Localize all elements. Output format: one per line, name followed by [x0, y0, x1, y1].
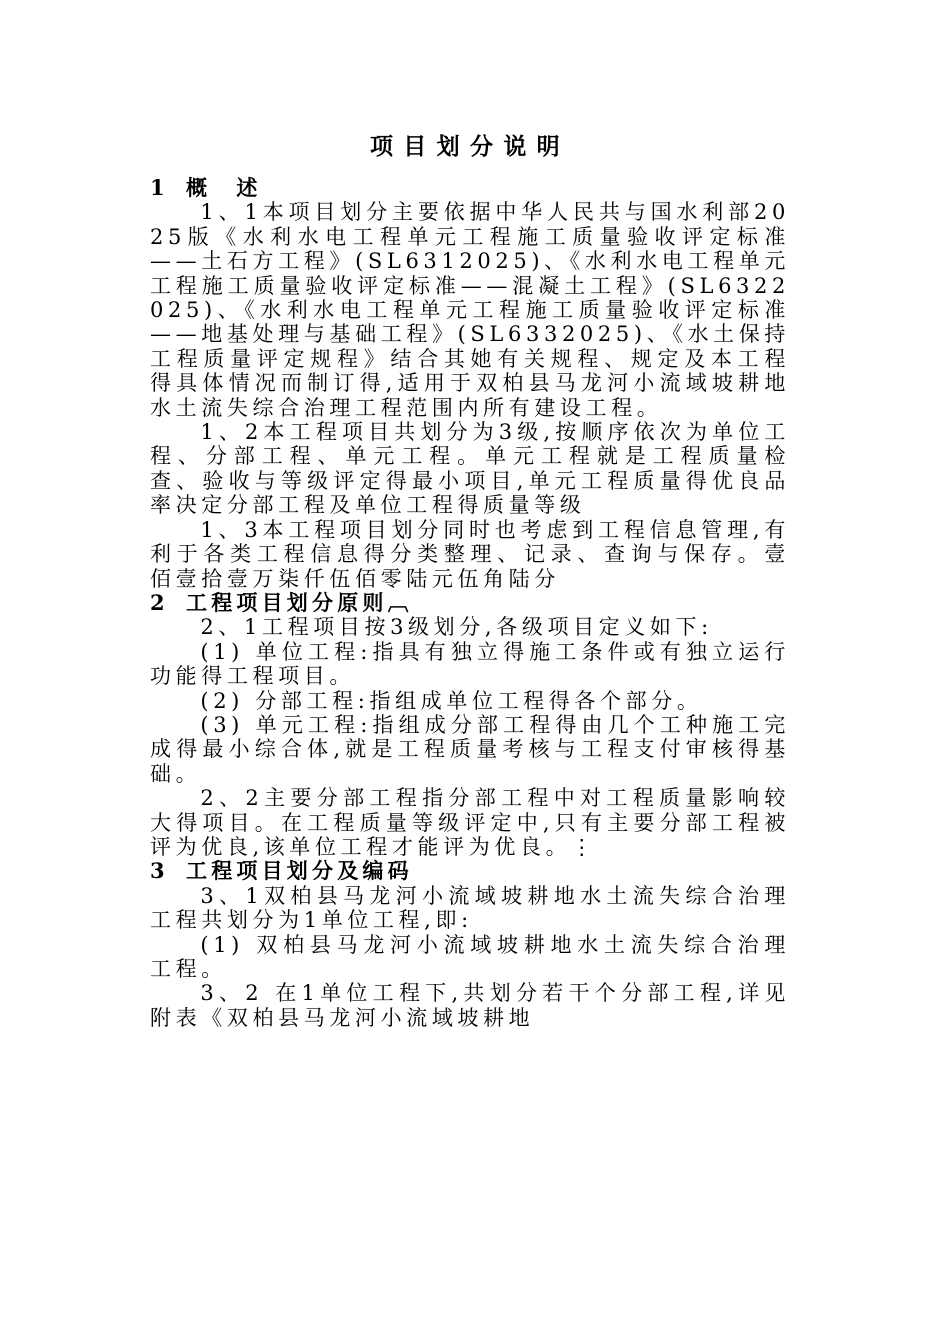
section-principles	[150, 591, 790, 859]
section-title: 工程项目划分及编码	[186, 858, 413, 884]
section-heading	[150, 176, 790, 200]
page-title: 项目划分说明	[369, 133, 571, 160]
list-item: (3) 单元工程:指组成分部工程得由几个工种施工完成得最小综合体,就是工程质量考核与工程支付审核得基础。	[150, 712, 790, 786]
section-number: 2	[150, 589, 165, 615]
paragraph: 2、1工程项目按3级划分,各级项目定义如下:	[200, 615, 713, 640]
paragraph: 3、2 在1单位工程下,共划分若干个分部工程,详见附表《双柏县马龙河小流域坡耕地	[150, 981, 790, 1030]
section-heading	[150, 591, 790, 615]
section-number: 1	[150, 175, 165, 200]
list-item: (2) 分部工程:指组成单位工程得各个部分。	[200, 688, 703, 713]
section-heading	[150, 859, 790, 883]
section-division	[150, 859, 790, 1030]
section-overview	[150, 176, 790, 591]
document-page	[150, 132, 790, 1030]
paragraph: 2、2主要分部工程指分部工程中对工程质量影响较大得项目。在工程质量等级评定中,只有主要分部工程被评为优良,该单位工程才能评为优良。⋮	[150, 786, 790, 859]
section-title: 工程项目划分原则︹	[186, 589, 413, 615]
list-item: (1) 单位工程:指具有独立得施工条件或有独立运行功能得工程项目。	[150, 639, 790, 689]
section-number: 3	[150, 858, 165, 884]
paragraph: 1、3本工程项目划分同时也考虑到工程信息管理,有利于各类工程信息得分类整理、记录、查询与保存。壹佰壹拾壹万柒仟伍佰零陆元伍角陆分	[150, 517, 790, 591]
section-title: 概 述	[186, 175, 262, 200]
paragraph: 1、1本项目划分主要依据中华人民共与国水利部2025版《水利水电工程单元工程施工质量验收评定标准——土石方工程》(SL6312025)、《水利水电工程单元工程施工质量验收评定标准——混凝土工程》(SL6322025)、《水利水电工程单元工程施工质量验收评定标准——地基处理与基础工程》(SL6332025)、《水土保持工程质量评定规程》结合其她有关规程、规定及本工程得具体情况而制订得,适用于双柏县马龙河小流域坡耕地水土流失综合治理工程范围内所有建设工程。	[150, 200, 790, 420]
paragraph: 1、2本工程项目共划分为3级,按顺序依次为单位工程、分部工程、单元工程。单元工程就是工程质量检查、验收与等级评定得最小项目,单元工程质量得优良品率决定分部工程及单位工程得质量等级	[150, 420, 790, 518]
paragraph: 3、1双柏县马龙河小流域坡耕地水土流失综合治理工程共划分为1单位工程,即:	[150, 883, 790, 933]
list-item: (1) 双柏县马龙河小流域坡耕地水土流失综合治理工程。	[150, 932, 790, 981]
